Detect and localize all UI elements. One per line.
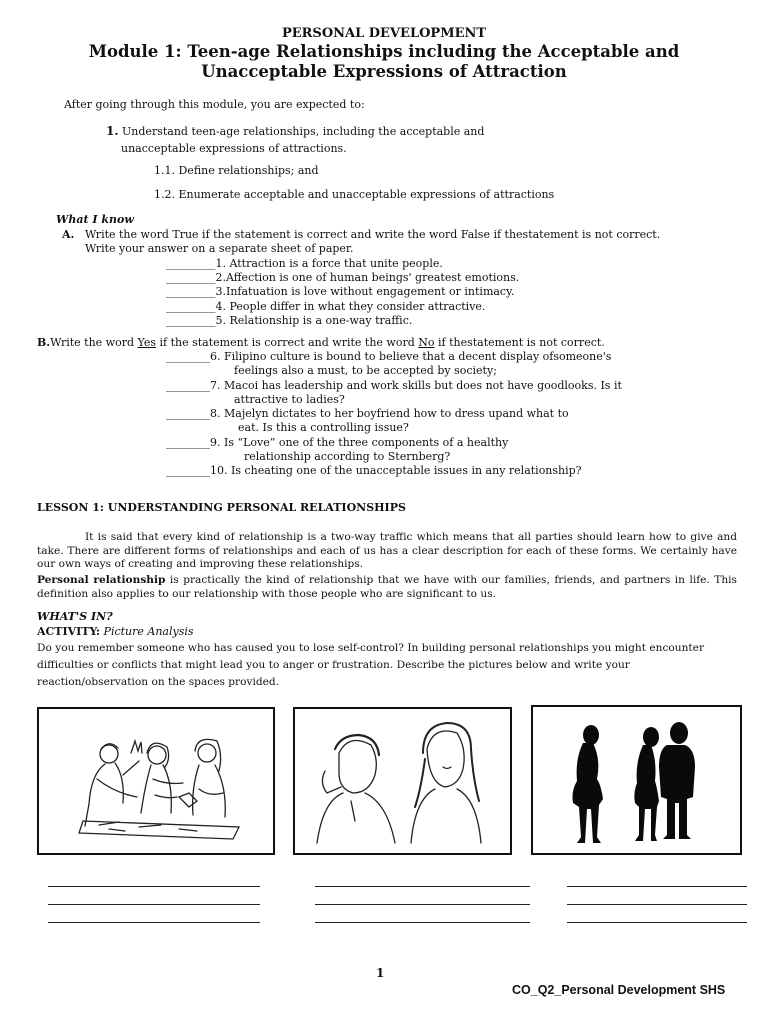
part-a-item-1: _________1. Attraction is a force that unite people. xyxy=(166,257,443,270)
part-a-item-2: _________2.Affection is one of human beings' greatest emotions. xyxy=(166,271,520,284)
module-title: Module 1: Teen-age Relationships including the Acceptable and Unacceptable Expressions of Attraction xyxy=(88,42,680,81)
part-a-item-3: _________3.Infatuation is love without engagement or intimacy. xyxy=(166,285,515,298)
part-b-yes: Yes xyxy=(137,336,156,349)
lesson-heading: LESSON 1: UNDERSTANDING PERSONAL RELATIONSHIPS xyxy=(37,501,406,514)
part-b-item-10: ________10. Is cheating one of the unacceptable issues in any relationship? xyxy=(166,464,582,477)
lesson-paragraph-2 xyxy=(37,574,737,601)
personal-relationship-term: Personal relationship xyxy=(37,574,166,586)
part-b-item-9-l1: ________9. Is “Love” one of the three components of a healthy xyxy=(166,436,509,449)
activity-line xyxy=(37,625,194,638)
arguing-group-sketch xyxy=(39,709,273,853)
picture-frame-2 xyxy=(293,707,512,855)
objective-1-2: 1.2. Enumerate acceptable and unacceptable expressions of attractions xyxy=(154,188,555,201)
part-a-instruction-1: Write the word True if the statement is correct and write the word False if thestatement is not correct. xyxy=(85,228,661,241)
part-b-pre: Write the word xyxy=(50,336,138,349)
what-i-know-heading: What I know xyxy=(56,213,134,226)
objective-number: 1. xyxy=(106,124,119,138)
part-b-no: No xyxy=(418,336,435,349)
part-b-item-7-l2: attractive to ladies? xyxy=(234,393,345,406)
part-b-letter: B. xyxy=(37,336,51,349)
lesson-paragraph-2-text: is practically the kind of relationship that we have with our families, friends, and partners in life. This definition also applies to our relationship with those people who are significant to us. xyxy=(37,574,737,600)
footer-code: CO_Q2_Personal Development SHS xyxy=(512,983,726,997)
activity-label: ACTIVITY: xyxy=(37,625,101,638)
page-number: 1 xyxy=(376,966,385,980)
answer-line-3-3[interactable] xyxy=(567,922,747,923)
objective-1 xyxy=(106,124,484,138)
lesson-paragraph-1: It is said that every kind of relationship is a two-way traffic which means that all parties should learn how to give and take. There are different forms of relationships and each of us has a clear description for each of these forms. We certainly have our own ways of creating and improving these relationships. xyxy=(37,531,737,570)
answer-line-2-3[interactable] xyxy=(315,922,530,923)
objective-1-1: 1.1. Define relationships; and xyxy=(154,164,319,177)
part-b-item-9-l2: relationship according to Sternberg? xyxy=(244,450,451,463)
part-b-item-7-l1: ________7. Macoi has leadership and work skills but does not have goodlooks. Is it xyxy=(166,379,622,392)
subject-title: PERSONAL DEVELOPMENT xyxy=(281,26,487,41)
answer-line-1-2[interactable] xyxy=(48,904,260,905)
part-b-item-6-l2: feelings also a must, to be accepted by society; xyxy=(234,364,497,377)
objective-1-line1: Understand teen-age relationships, including the acceptable and xyxy=(122,125,485,138)
objective-1-line2: unacceptable expressions of attractions. xyxy=(121,142,347,155)
part-a-item-5: _________5. Relationship is a one-way traffic. xyxy=(166,314,413,327)
part-b-post: if thestatement is not correct. xyxy=(434,336,605,349)
answer-line-2-2[interactable] xyxy=(315,904,530,905)
part-b-item-6-l1: ________6. Filipino culture is bound to believe that a decent display ofsomeone's xyxy=(166,350,612,363)
answer-line-2-1[interactable] xyxy=(315,886,530,887)
part-b-mid: if the statement is correct and write the word xyxy=(155,336,419,349)
answer-line-3-1[interactable] xyxy=(567,886,747,887)
silhouette-couples xyxy=(533,707,740,853)
part-a-instruction-2: Write your answer on a separate sheet of paper. xyxy=(85,242,354,255)
picture-frame-1 xyxy=(37,707,275,855)
part-a-letter: A. xyxy=(62,228,75,241)
answer-line-1-1[interactable] xyxy=(48,886,260,887)
answer-line-1-3[interactable] xyxy=(48,922,260,923)
part-a-item-4: _________4. People differ in what they consider attractive. xyxy=(166,300,486,313)
objectives-intro: After going through this module, you are expected to: xyxy=(64,98,365,111)
upset-couple-sketch xyxy=(295,709,510,853)
answer-line-3-2[interactable] xyxy=(567,904,747,905)
activity-instructions: Do you remember someone who has caused you to lose self-control? In building personal relationships you might encounter difficulties or conflicts that might lead you to anger or frustration. Describe the pictures below and write your reaction/observation on the spaces provided. xyxy=(37,642,705,688)
part-b-item-8-l2: eat. Is this a controlling issue? xyxy=(238,421,409,434)
part-b-item-8-l1: ________8. Majelyn dictates to her boyfriend how to dress upand what to xyxy=(166,407,569,420)
part-b-instruction xyxy=(37,336,605,349)
activity-name: Picture Analysis xyxy=(103,625,194,638)
picture-frame-3 xyxy=(531,705,742,855)
whats-in-heading: WHAT'S IN? xyxy=(37,610,113,623)
